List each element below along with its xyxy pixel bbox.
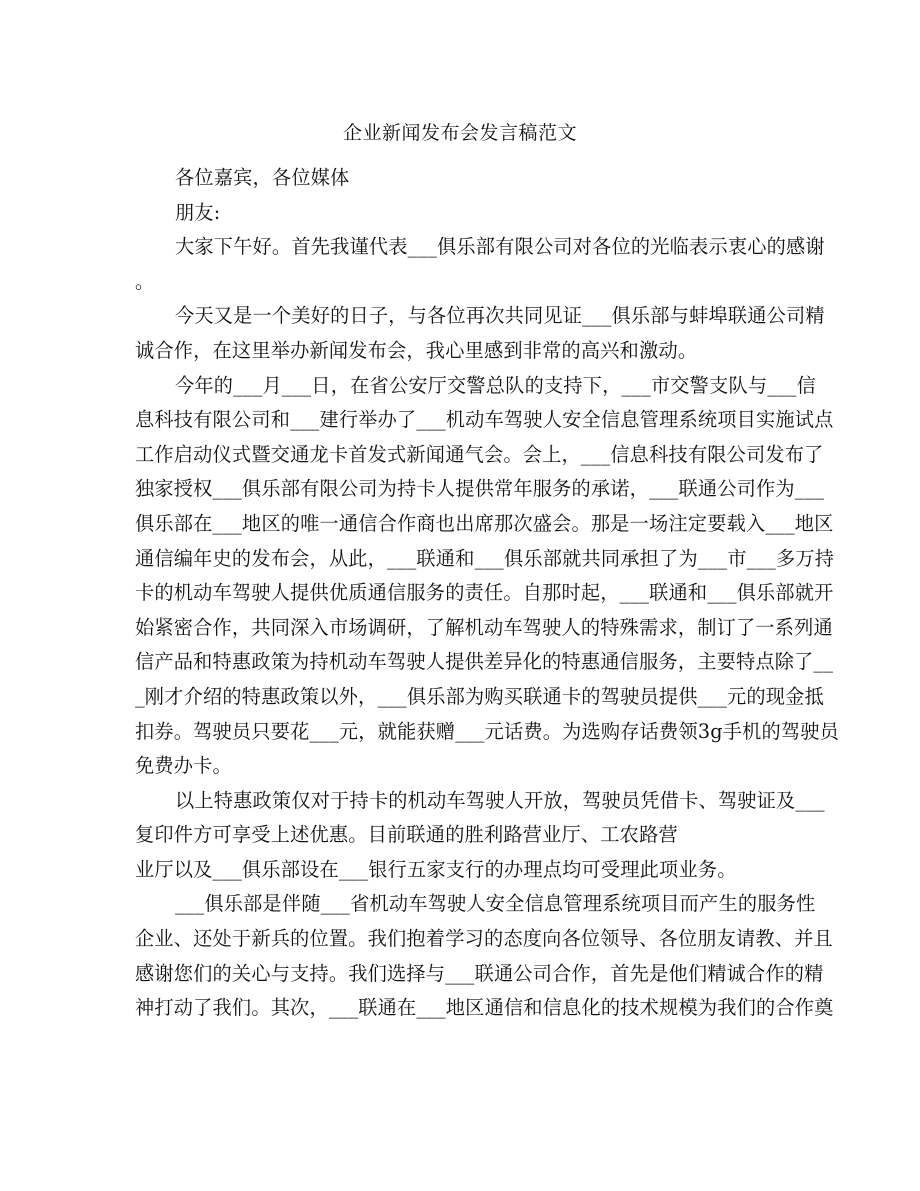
text-line: 今年的___月___日，在省公安厅交警总队的支持下，___市交警支队与___信 <box>175 373 816 397</box>
text-line: 工作启动仪式暨交通龙卡首发式新闻通气会。会上，___信息科技有限公司发布了 <box>135 442 824 466</box>
text-line: 大家下午好。首先我谨代表___俱乐部有限公司对各位的光临表示衷心的感谢 <box>175 235 825 259</box>
text-line: 通信编年史的发布会，从此，___联通和___俱乐部就共同承担了为___市___多万持 <box>135 546 835 570</box>
text-line: 独家授权___俱乐部有限公司为持卡人提供常年服务的承诺，___联通公司作为___ <box>135 477 825 501</box>
text-line: ___俱乐部是伴随___省机动车驾驶人安全信息管理系统项目而产生的服务性 <box>175 892 816 916</box>
text-line: 感谢您们的关心与支持。我们选择与___联通公司合作，首先是他们精诚合作的精 <box>135 961 824 985</box>
text-line: 息科技有限公司和___建行举办了___机动车驾驶人安全信息管理系统项目实施试点 <box>135 408 834 432</box>
text-line: 神打动了我们。其次，___联通在___地区通信和信息化的技术规模为我们的合作奠 <box>135 996 834 1020</box>
text-line: 各位嘉宾，各位媒体 <box>175 166 350 189</box>
text-line: 朋友: <box>175 200 221 224</box>
text-line: 俱乐部在___地区的唯一通信合作商也出席那次盛会。那是一场注定要载入___地区 <box>135 511 834 535</box>
text-line: 始紧密合作，共同深入市场调研，了解机动车驾驶人的特殊需求，制订了一系列通 <box>135 615 833 639</box>
text-line: 诚合作，在这里举办新闻发布会，我心里感到非常的高兴和激动。 <box>135 338 698 362</box>
document-body <box>135 161 840 1026</box>
text-line: 企业、还处于新兵的位置。我们抱着学习的态度向各位领导、各位朋友请教、并且 <box>135 927 833 951</box>
text-line: 业厅以及___俱乐部设在___银行五家支行的办理点均可受理此项业务。 <box>135 857 737 881</box>
text-line: 免费办卡。 <box>135 754 232 778</box>
text-line: _刚才介绍的特惠政策以外，___俱乐部为购买联通卡的驾驶员提供___元的现金抵 <box>135 684 824 708</box>
text-line: 。 <box>135 269 155 293</box>
text-line: 卡的机动车驾驶人提供优质通信服务的责任。自那时起，___联通和___俱乐部就开 <box>135 581 834 605</box>
text-line: 复印件方可享受上述优惠。目前联通的胜利路营业厅、工农路营 <box>135 823 678 847</box>
text-line: 扣券。驾驶员只要花___元，就能获赠___元话费。为选购存话费领3g手机的驾驶员 <box>135 719 840 743</box>
text-line: 信产品和特惠政策为持机动车驾驶人提供差异化的特惠通信服务，主要特点除了__ <box>135 650 834 674</box>
document-title: 企业新闻发布会发言稿范文 <box>342 122 577 144</box>
text-line: 今天又是一个美好的日子，与各位再次共同见证___俱乐部与蚌埠联通公司精 <box>175 304 825 328</box>
text-line: 以上特惠政策仅对于持卡的机动车驾驶人开放，驾驶员凭借卡、驾驶证及___ <box>175 788 825 812</box>
